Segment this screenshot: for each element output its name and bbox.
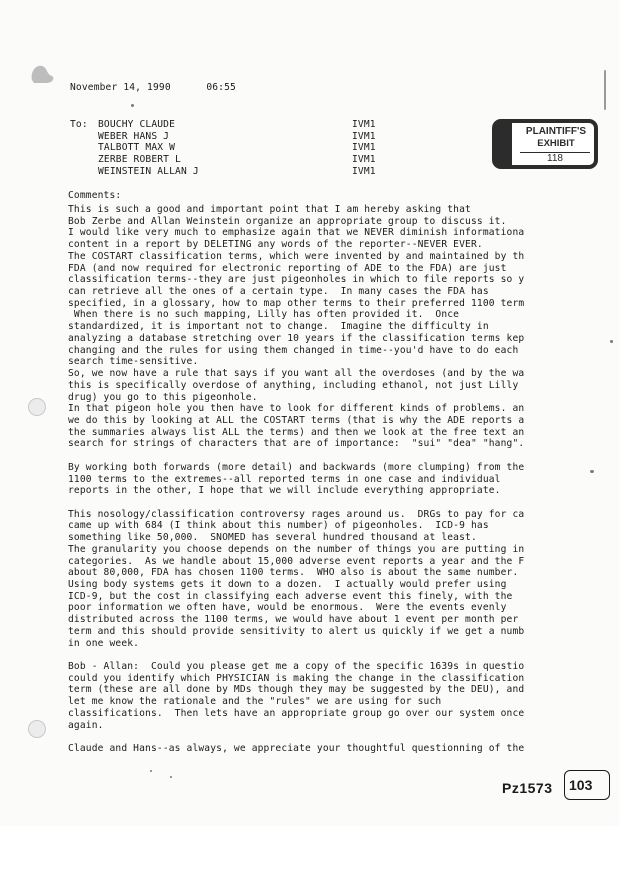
scan-speck xyxy=(610,340,613,343)
body-line: let me know the rationale and the "rules" we are using for such xyxy=(68,696,442,708)
stamp-title: PLAINTIFF'S xyxy=(525,126,587,137)
bates-page-box xyxy=(564,770,610,800)
body-line: came up with 684 (I think about this number) of pigeonholes. ICD-9 has xyxy=(68,520,489,532)
body-line: Bob - Allan: Could you please get me a copy of the specific 1639s in questio xyxy=(68,661,525,673)
recipient-row xyxy=(98,130,376,143)
body-line: changing and the rules for using them changed in time--you'd have to do each xyxy=(68,344,519,356)
body-line: classification terms--they are just pigeonholes in which to file reports so y xyxy=(68,274,525,286)
body-line: 1100 terms to the extremes--all reported terms in one case and individual xyxy=(68,473,501,485)
body-line: When there is no such mapping, Lilly has often provided it. Once xyxy=(68,309,460,321)
bates-page-number: 103 xyxy=(569,777,593,793)
body-line: about 80,000, FDA has chosen 1100 terms. WHO also is about the same number. xyxy=(68,567,519,579)
scan-margin xyxy=(0,826,619,878)
body-line: Bob Zerbe and Allan Weinstein organize an appropriate group to discuss it. xyxy=(68,215,507,227)
recipient-name: WEINSTEIN ALLAN J xyxy=(98,165,199,177)
recipient-node: IVM1 xyxy=(352,130,376,142)
body-line: we do this by looking at ALL the COSTART terms (that is why the ADE reports a xyxy=(68,414,525,426)
memo-date: November 14, 1990 xyxy=(70,82,171,93)
body-line: content in a report by DELETING any words of the reporter--NEVER EVER. xyxy=(68,239,483,251)
recipient-name: ZERBE ROBERT L xyxy=(98,154,181,166)
recipient-node: IVM1 xyxy=(352,142,376,154)
body-line: term (these are all done by MDs though they may be suggested by the DEU), and xyxy=(68,684,525,696)
recipient-node: IVM1 xyxy=(352,154,376,166)
smudge-mark xyxy=(28,62,56,84)
recipient-node: IVM1 xyxy=(352,165,376,177)
stamp-number: 118 xyxy=(520,152,590,164)
scan-speck xyxy=(170,776,172,778)
body-line: FDA (and now required for electronic reporting of ADE to the FDA) are just xyxy=(68,262,507,274)
body-line: can retrieve all the ones of a certain type. In many cases the FDA has xyxy=(68,286,489,298)
body-line: In that pigeon hole you then have to look for different kinds of problems. an xyxy=(68,403,525,415)
exhibit-stamp xyxy=(492,119,598,169)
body-line: in one week. xyxy=(68,637,140,649)
punch-hole-top xyxy=(28,398,46,416)
body-line: poor information we often have, would be enormous. Were the events evenly xyxy=(68,602,507,614)
body-line: search for strings of characters that are of importance: "sui" "dea" "hang". xyxy=(68,438,525,450)
body-line: search time-sensitive. xyxy=(68,356,199,368)
stamp-side-bar xyxy=(496,123,512,165)
recipient-list xyxy=(98,119,376,177)
memo-body xyxy=(68,204,619,755)
scan-speck xyxy=(590,470,594,473)
body-line: Claude and Hans--as always, we appreciate your thoughtful questionning of the xyxy=(68,743,525,755)
body-line: categories. As we handle about 15,000 adverse event reports a year and the F xyxy=(68,555,525,567)
bates-code: Pz1573 xyxy=(502,780,553,796)
comments-label: Comments: xyxy=(68,190,122,201)
recipient-row xyxy=(98,119,376,131)
body-line: drug) you go to this pigeonhole. xyxy=(68,391,258,403)
recipient-name: BOUCHY CLAUDE xyxy=(98,119,176,130)
body-line: The COSTART classification terms, which were invented by and maintained by th xyxy=(68,250,525,262)
body-line: again. xyxy=(68,719,104,731)
memo-header xyxy=(70,82,236,93)
body-line: could you identify which PHYSICIAN is making the change in the classification xyxy=(68,672,525,684)
recipient-row xyxy=(98,154,376,166)
body-line: something like 50,000. SNOMED has several hundred thousand at least. xyxy=(68,532,477,544)
body-line: classifications. Then lets have an appropriate group go over our system once xyxy=(68,707,525,719)
bates-stamp xyxy=(502,768,612,804)
body-line: By working both forwards (more detail) and backwards (more clumping) from the xyxy=(68,461,525,473)
recipient-name: TALBOTT MAX W xyxy=(98,142,176,154)
body-line: this is specifically overdose of anything, including ethanol, not just Lilly xyxy=(68,379,519,391)
body-line: term and this should provide sensitivity to alert us quickly if we get a numb xyxy=(68,625,525,637)
body-line: Using body systems gets it down to a dozen. I actually would prefer using xyxy=(68,579,507,590)
body-line xyxy=(68,497,619,509)
body-line: the summaries always list ALL the terms) and then we look at the free text an xyxy=(68,426,525,438)
scan-speck xyxy=(604,70,606,110)
body-line: I would like very much to emphasize again that we NEVER diminish informationa xyxy=(68,227,525,239)
scan-speck xyxy=(131,104,134,107)
body-line xyxy=(68,649,619,661)
recipient-name: WEBER HANS J xyxy=(98,130,170,142)
stamp-subtitle: EXHIBIT xyxy=(537,138,575,149)
to-label: To: xyxy=(70,119,88,130)
body-line: analyzing a database stretching over 10 years if the classification terms kep xyxy=(68,332,525,344)
body-line: The granularity you choose depends on the number of things you are putting in xyxy=(68,543,525,555)
memo-time: 06:55 xyxy=(206,82,236,93)
body-line xyxy=(68,450,619,462)
recipient-row xyxy=(98,165,376,178)
body-line: specified, in a glossary, how to map other terms to their preferred 1100 term xyxy=(68,297,525,309)
body-line: ICD-9, but the cost in classifying each adverse event this finely, with the xyxy=(68,590,513,602)
body-line: So, we now have a rule that says if you want all the overdoses (and by the wa xyxy=(68,368,525,380)
scan-speck xyxy=(150,770,152,772)
body-line: distributed across the 1100 terms, we would have about 1 event per month per xyxy=(68,614,519,626)
body-line xyxy=(68,731,619,743)
body-line: This is such a good and important point that I am hereby asking that xyxy=(68,204,471,215)
recipient-row xyxy=(98,142,376,154)
punch-hole-bottom xyxy=(28,720,46,738)
body-line: standardized, it is important not to change. Imagine the difficulty in xyxy=(68,321,489,333)
body-line: reports in the other, I hope that we will include everything appropriate. xyxy=(68,485,501,497)
recipient-node: IVM1 xyxy=(352,119,376,130)
body-line: This nosology/classification controversy rages around us. DRGs to pay for ca xyxy=(68,508,525,520)
